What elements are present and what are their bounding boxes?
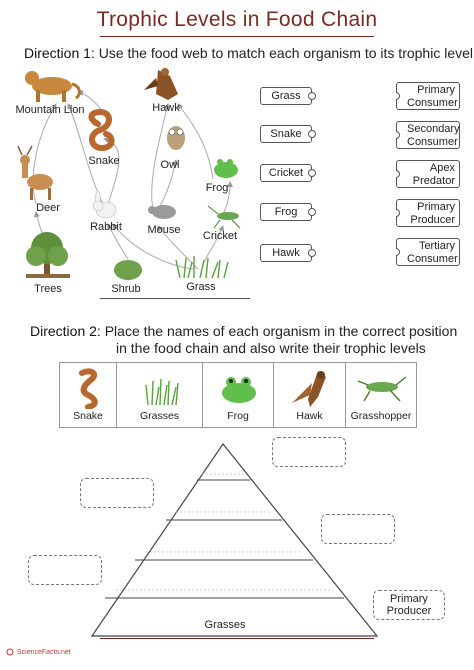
label-frog: Frog [205, 182, 229, 194]
label-rabbit: Rabbit [90, 221, 122, 233]
organism-cell-grasshopper[interactable] [345, 362, 417, 428]
match-level-line1: Apex [429, 162, 455, 174]
puzzle-notch [392, 131, 400, 139]
level-answer-box-4[interactable] [28, 555, 102, 585]
tree-icon [26, 232, 70, 278]
match-level-line2: Consumer [407, 97, 458, 109]
puzzle-notch [392, 248, 400, 256]
pyramid-base-label: Grasses [204, 619, 246, 631]
grass-icon [145, 377, 179, 407]
puzzle-tab [308, 130, 316, 138]
match-organism-label: Frog [274, 206, 298, 218]
label-mountain-lion: Mountain Lion [15, 104, 85, 116]
puzzle-tab [308, 249, 316, 257]
match-organism-label: Hawk [272, 247, 300, 259]
hawk-icon [288, 367, 332, 409]
direction-2-line1: Place the names of each organism in the correct position [104, 323, 458, 339]
match-organism-frog[interactable] [260, 203, 312, 221]
puzzle-tab [308, 208, 316, 216]
level-answer-box-base[interactable] [373, 590, 445, 620]
label-shrub: Shrub [111, 283, 141, 295]
title-underline [100, 36, 374, 37]
footer-text: ScienceFacts.net [17, 648, 71, 656]
organism-label: Hawk [296, 410, 323, 422]
direction-2-line2: in the food chain and also write their trophic levels [116, 340, 426, 356]
footer-rule [100, 638, 374, 639]
label-hawk: Hawk [152, 102, 180, 114]
label-cricket: Cricket [202, 230, 238, 242]
hawk-icon [144, 68, 178, 100]
puzzle-tab [308, 92, 316, 100]
base-level-line1: Primary [390, 593, 428, 605]
match-level-line2: Predator [412, 175, 455, 187]
page-title: Trophic Levels in Food Chain [96, 8, 378, 31]
match-level-line1: Secondary [407, 123, 460, 135]
match-level-line1: Tertiary [418, 240, 455, 252]
shrub-icon [114, 260, 142, 280]
organism-cell-frog[interactable] [202, 362, 274, 428]
puzzle-notch [392, 92, 400, 100]
organism-label: Grasshopper [350, 410, 412, 422]
match-organism-grass[interactable] [260, 87, 312, 105]
puzzle-notch [392, 170, 400, 178]
food-web-illustration [8, 64, 258, 298]
match-level-2[interactable] [396, 121, 460, 149]
deer-icon [18, 146, 53, 200]
frog-icon [214, 159, 238, 178]
match-level-5[interactable] [396, 238, 460, 266]
direction-2-label: Direction 2: [30, 323, 101, 339]
base-level-line2: Producer [386, 605, 432, 617]
grasshopper-icon [356, 375, 408, 403]
match-level-line1: Primary [417, 84, 455, 96]
food-web-arrows [33, 92, 230, 269]
label-grass: Grass [186, 281, 216, 293]
direction-1 [24, 45, 473, 62]
match-organism-label: Cricket [268, 167, 304, 179]
mountain-lion-icon [25, 71, 79, 102]
mouse-icon [148, 205, 176, 219]
match-level-line2: Consumer [407, 253, 458, 265]
organism-label: Snake [73, 410, 103, 422]
match-level-4[interactable] [396, 199, 460, 227]
level-answer-box-2[interactable] [80, 478, 154, 508]
organism-cell-hawk[interactable] [273, 362, 346, 428]
food-web-ground-line [100, 298, 250, 299]
snake-icon [91, 112, 111, 148]
match-level-line2: Consumer [407, 136, 458, 148]
label-trees: Trees [34, 283, 62, 295]
rabbit-icon [93, 191, 116, 218]
match-level-line2: Producer [410, 214, 455, 226]
puzzle-tab [308, 169, 316, 177]
logo-icon [6, 648, 14, 656]
organism-label: Frog [227, 410, 249, 422]
organism-cell-grasses[interactable] [116, 362, 203, 428]
match-organism-hawk[interactable] [260, 244, 312, 262]
match-organism-snake[interactable] [260, 125, 312, 143]
puzzle-notch [392, 209, 400, 217]
match-organism-label: Snake [270, 128, 302, 140]
label-deer: Deer [36, 202, 60, 214]
match-level-3[interactable] [396, 160, 460, 188]
match-level-line1: Primary [417, 201, 455, 213]
label-owl: Owl [160, 159, 180, 171]
footer-logo [6, 648, 71, 656]
level-answer-box-1[interactable] [272, 437, 346, 467]
match-organism-cricket[interactable] [260, 164, 312, 182]
match-organism-label: Grass [271, 90, 301, 102]
level-answer-box-3[interactable] [321, 514, 395, 544]
organism-cell-snake[interactable] [59, 362, 117, 428]
label-snake: Snake [88, 155, 120, 167]
direction-2 [30, 323, 457, 357]
direction-1-text: Use the food web to match each organism to its trophic level [98, 45, 474, 61]
organism-label: Grasses [139, 410, 180, 422]
match-level-1[interactable] [396, 82, 460, 110]
owl-icon [167, 126, 185, 150]
frog-icon [219, 373, 259, 405]
direction-1-label: Direction 1: [24, 45, 95, 61]
cricket-icon [208, 206, 240, 228]
label-mouse: Mouse [147, 224, 181, 236]
snake-icon [74, 367, 104, 409]
